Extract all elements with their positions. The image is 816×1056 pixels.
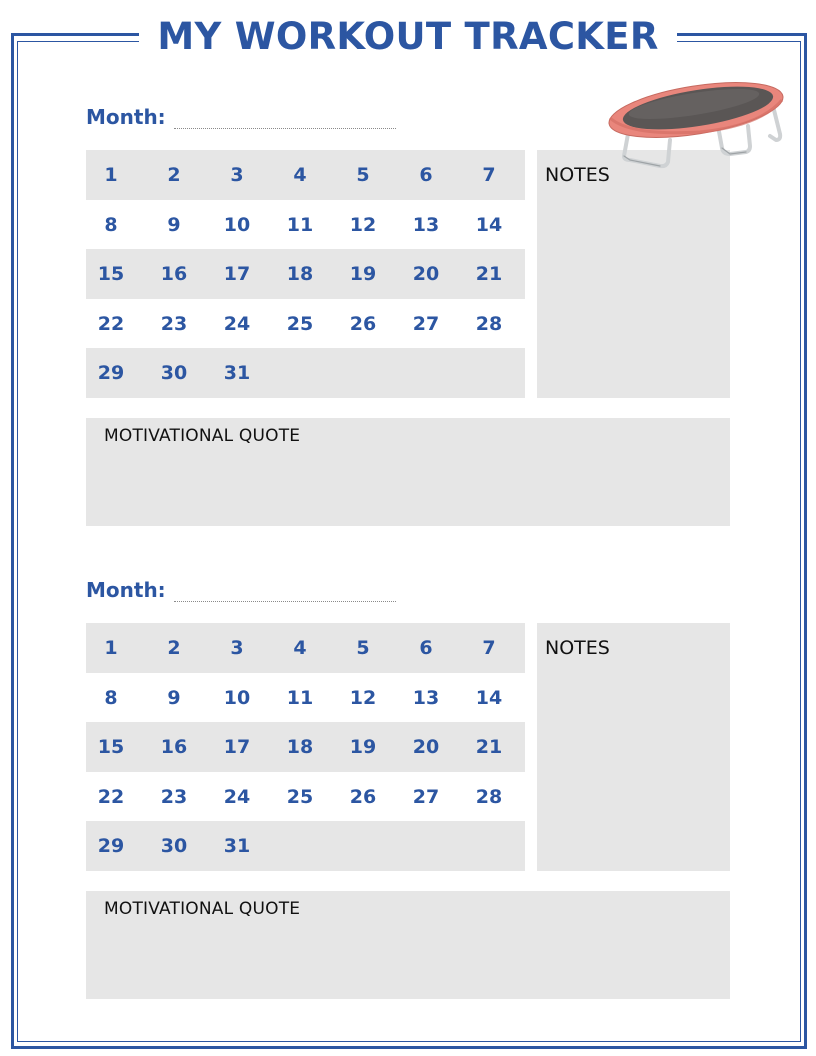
motivational-quote-box[interactable]	[86, 891, 730, 999]
motivational-quote-box[interactable]	[86, 418, 730, 526]
month-input-line[interactable]	[174, 601, 396, 602]
day-cell[interactable]: 3	[230, 164, 244, 186]
day-cell[interactable]: 1	[104, 637, 118, 659]
day-cell[interactable]: 30	[160, 362, 188, 384]
day-cell[interactable]: 24	[223, 313, 251, 335]
day-cell[interactable]: 20	[412, 736, 440, 758]
trampoline-icon	[600, 74, 792, 178]
day-cell[interactable]: 27	[412, 786, 440, 808]
day-cell[interactable]: 19	[349, 736, 377, 758]
calendar-row	[86, 821, 525, 871]
day-cell[interactable]: 5	[356, 637, 370, 659]
day-cell[interactable]: 31	[223, 362, 251, 384]
day-cell[interactable]: 11	[286, 214, 314, 236]
day-cell[interactable]: 23	[160, 786, 188, 808]
day-cell[interactable]: 4	[293, 637, 307, 659]
day-cell[interactable]: 6	[419, 637, 433, 659]
day-cell[interactable]: 15	[97, 263, 125, 285]
day-cell[interactable]: 28	[475, 786, 503, 808]
calendar-row	[86, 150, 525, 200]
day-cell[interactable]: 3	[230, 637, 244, 659]
day-cell[interactable]: 12	[349, 687, 377, 709]
day-cell[interactable]: 31	[223, 835, 251, 857]
day-cell[interactable]: 9	[167, 214, 181, 236]
day-cell[interactable]: 21	[475, 263, 503, 285]
month-label: Month:	[86, 578, 166, 602]
day-cell[interactable]: 10	[223, 687, 251, 709]
day-cell[interactable]: 10	[223, 214, 251, 236]
day-cell[interactable]: 12	[349, 214, 377, 236]
day-cell[interactable]: 13	[412, 214, 440, 236]
day-cell[interactable]: 20	[412, 263, 440, 285]
day-cell[interactable]: 8	[104, 687, 118, 709]
day-cell[interactable]: 15	[97, 736, 125, 758]
month-label: Month:	[86, 105, 166, 129]
calendar-grid	[86, 623, 525, 871]
tracker-section-2	[0, 575, 816, 995]
day-cell[interactable]: 18	[286, 736, 314, 758]
page-title-wrapper	[0, 11, 816, 63]
day-cell[interactable]: 27	[412, 313, 440, 335]
day-cell[interactable]: 19	[349, 263, 377, 285]
day-cell[interactable]: 2	[167, 164, 181, 186]
day-cell[interactable]: 22	[97, 313, 125, 335]
day-cell[interactable]: 17	[223, 263, 251, 285]
day-cell[interactable]: 17	[223, 736, 251, 758]
calendar-grid	[86, 150, 525, 398]
day-cell[interactable]: 13	[412, 687, 440, 709]
day-cell[interactable]: 5	[356, 164, 370, 186]
calendar-row	[86, 249, 525, 299]
day-cell[interactable]: 30	[160, 835, 188, 857]
day-cell[interactable]: 28	[475, 313, 503, 335]
day-cell[interactable]: 2	[167, 637, 181, 659]
notes-box[interactable]	[537, 623, 730, 871]
calendar-row	[86, 200, 525, 250]
day-cell[interactable]: 14	[475, 214, 503, 236]
calendar-row	[86, 348, 525, 398]
day-cell[interactable]: 4	[293, 164, 307, 186]
calendar-row	[86, 299, 525, 349]
day-cell[interactable]: 18	[286, 263, 314, 285]
notes-label: NOTES	[545, 637, 610, 659]
day-cell[interactable]: 11	[286, 687, 314, 709]
month-input-line[interactable]	[174, 128, 396, 129]
quote-label: MOTIVATIONAL QUOTE	[104, 899, 301, 919]
day-cell[interactable]: 25	[286, 786, 314, 808]
day-cell[interactable]: 26	[349, 786, 377, 808]
day-cell[interactable]: 1	[104, 164, 118, 186]
notes-label: NOTES	[545, 164, 610, 186]
notes-box[interactable]	[537, 150, 730, 398]
calendar-row	[86, 623, 525, 673]
calendar-row	[86, 772, 525, 822]
day-cell[interactable]: 14	[475, 687, 503, 709]
day-cell[interactable]: 29	[97, 362, 125, 384]
day-cell[interactable]: 7	[482, 164, 496, 186]
day-cell[interactable]: 29	[97, 835, 125, 857]
day-cell[interactable]: 6	[419, 164, 433, 186]
day-cell[interactable]: 21	[475, 736, 503, 758]
day-cell[interactable]: 16	[160, 263, 188, 285]
calendar-row	[86, 722, 525, 772]
page-title: MY WORKOUT TRACKER	[139, 11, 676, 63]
quote-label: MOTIVATIONAL QUOTE	[104, 426, 301, 446]
day-cell[interactable]: 9	[167, 687, 181, 709]
day-cell[interactable]: 26	[349, 313, 377, 335]
day-cell[interactable]: 23	[160, 313, 188, 335]
day-cell[interactable]: 7	[482, 637, 496, 659]
day-cell[interactable]: 16	[160, 736, 188, 758]
day-cell[interactable]: 22	[97, 786, 125, 808]
day-cell[interactable]: 8	[104, 214, 118, 236]
day-cell[interactable]: 24	[223, 786, 251, 808]
day-cell[interactable]: 25	[286, 313, 314, 335]
calendar-row	[86, 673, 525, 723]
